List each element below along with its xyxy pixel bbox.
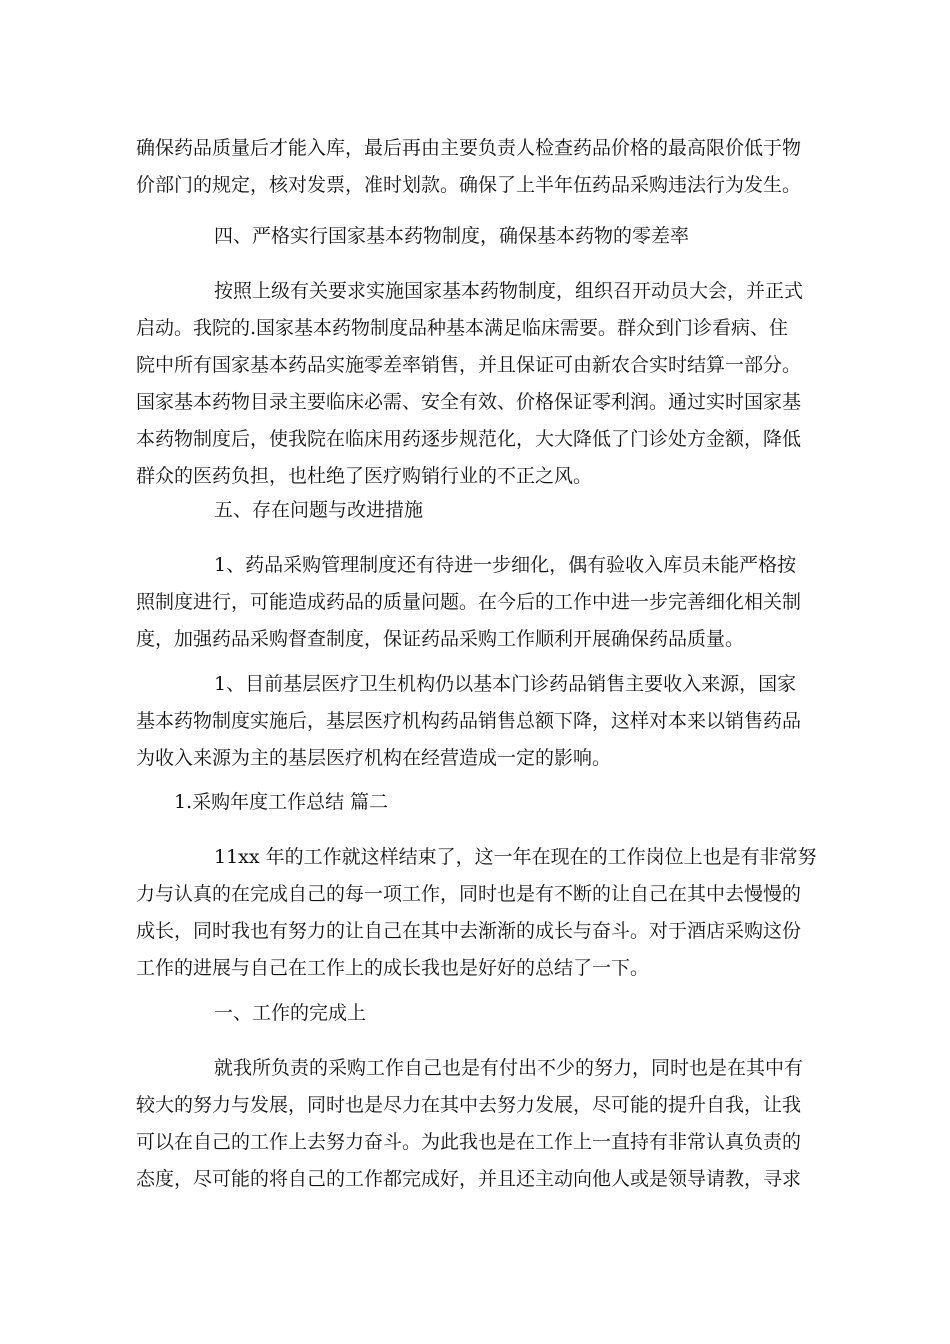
text-line: 较大的努力与发展，同时也是尽力在其中去努力发展，尽可能的提升自我，让我 bbox=[136, 1094, 802, 1116]
text-line: 确保药品质量后才能入库，最后再由主要负责人检查药品价格的最高限价低于物 bbox=[136, 137, 802, 159]
heading-section-four bbox=[136, 218, 816, 255]
heading-section-one bbox=[136, 995, 816, 1032]
text-line: 基本药物制度实施后，基层医疗机构药品销售总额下降，这样对本来以销售药品 bbox=[136, 710, 802, 732]
paragraph-intro bbox=[136, 130, 816, 204]
paragraph-section-one bbox=[136, 1050, 816, 1198]
text-line: 照制度进行，可能造成药品的质量问题。在今后的工作中进一步完善细化相关制 bbox=[136, 591, 802, 613]
text-line: 院中所有国家基本药品实施零差率销售，并且保证可由新农合实时结算一部分。 bbox=[136, 354, 802, 376]
paragraph-part-two bbox=[136, 839, 816, 987]
text-line: 态度，尽可能的将自己的工作都完成好，并且还主动向他人或是领导请教，寻求 bbox=[136, 1168, 802, 1190]
text-line: 国家基本药物目录主要临床必需、安全有效、价格保证零利润。通过实时国家基 bbox=[136, 391, 802, 413]
text-line: 工作的进展与自己在工作上的成长我也是好好的总结了一下。 bbox=[136, 957, 650, 979]
text-line: 成长，同时我也有努力的让自己在其中去渐渐的成长与奋斗。对于酒店采购这份 bbox=[136, 920, 802, 942]
text-line: 度，加强药品采购督查制度，保证药品采购工作顺利开展确保药品质量。 bbox=[136, 628, 745, 650]
section-heading: 1.采购年度工作总结 篇二 bbox=[174, 791, 389, 813]
section-heading: 五、存在问题与改进措施 bbox=[214, 499, 424, 521]
paragraph-section-four bbox=[136, 273, 816, 495]
heading-section-five bbox=[136, 492, 816, 529]
heading-part-two bbox=[136, 784, 816, 821]
text-line: 力与认真的在完成自己的每一项工作，同时也是有不断的让自己在其中去慢慢的 bbox=[136, 883, 802, 905]
text-line: 1、药品采购管理制度还有待进一步细化，偶有验收入库员未能严格按 bbox=[214, 554, 797, 576]
text-line: 1、目前基层医疗卫生机构仍以基本门诊药品销售主要收入来源，国家 bbox=[214, 673, 797, 695]
text-line: 启动。我院的.国家基本药物制度品种基本满足临床需要。群众到门诊看病、住 bbox=[136, 317, 789, 339]
paragraph-section-five-1 bbox=[136, 547, 816, 658]
text-line: 价部门的规定，核对发票，准时划款。确保了上半年伍药品采购违法行为发生。 bbox=[136, 174, 802, 196]
text-line: 11xx 年的工作就这样结束了，这一年在现在的工作岗位上也是有非常努 bbox=[214, 846, 817, 868]
paragraph-section-five-2 bbox=[136, 666, 816, 777]
section-heading: 四、严格实行国家基本药物制度，确保基本药物的零差率 bbox=[214, 225, 690, 247]
text-line: 为收入来源为主的基层医疗机构在经营造成一定的影响。 bbox=[136, 747, 612, 769]
text-line: 本药物制度后，使我院在临床用药逐步规范化，大大降低了门诊处方金额，降低 bbox=[136, 428, 802, 450]
section-heading: 一、工作的完成上 bbox=[214, 1002, 367, 1024]
text-line: 群众的医药负担，也杜绝了医疗购销行业的不正之风。 bbox=[136, 465, 593, 487]
text-line: 可以在自己的工作上去努力奋斗。为此我也是在工作上一直持有非常认真负责的 bbox=[136, 1131, 802, 1153]
text-line: 就我所负责的采购工作自己也是有付出不少的努力，同时也是在其中有 bbox=[214, 1057, 804, 1079]
text-line: 按照上级有关要求实施国家基本药物制度，组织召开动员大会，并正式 bbox=[214, 280, 804, 302]
